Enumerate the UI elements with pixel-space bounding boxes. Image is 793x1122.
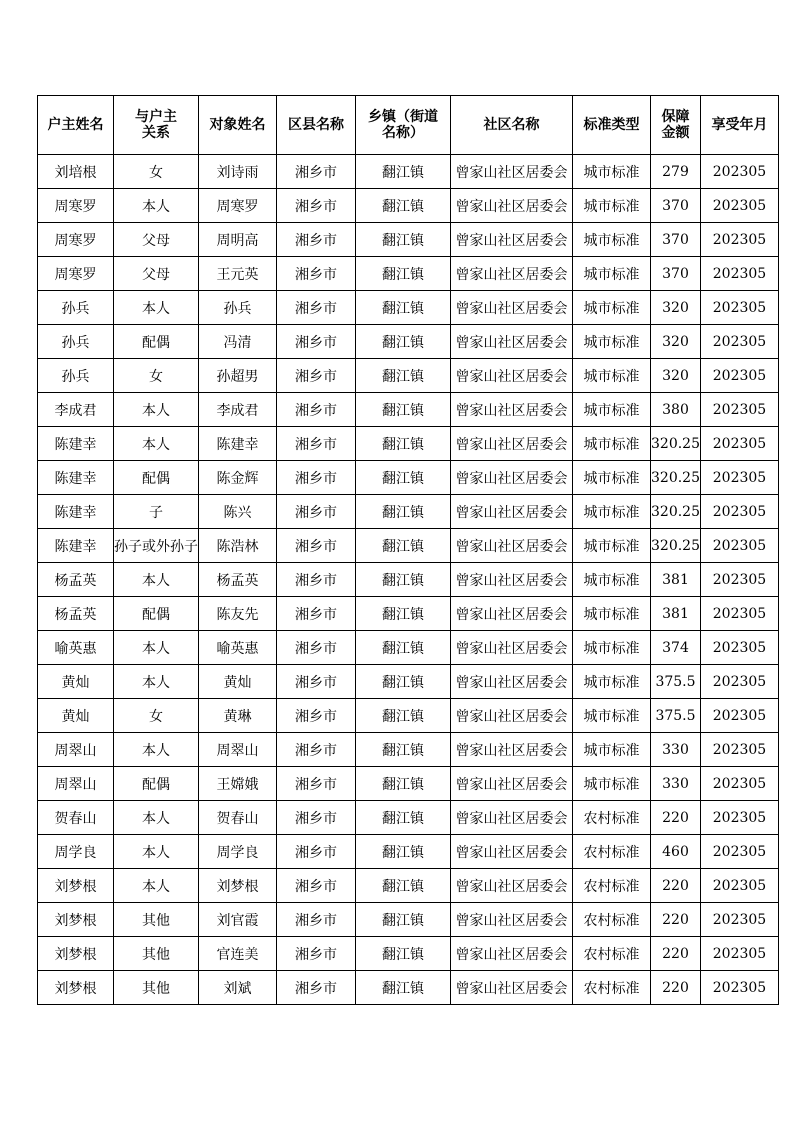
cell-county: 湘乡市: [277, 325, 356, 359]
cell-standard-type: 农村标准: [573, 903, 651, 937]
cell-relation: 本人: [114, 835, 199, 869]
cell-household-head-name: 周寒罗: [38, 257, 114, 291]
table-row: [38, 699, 779, 733]
cell-household-head-name: 周翠山: [38, 767, 114, 801]
cell-recipient-name: 周寒罗: [199, 189, 277, 223]
cell-community: 曾家山社区居委会: [451, 359, 573, 393]
cell-community: 曾家山社区居委会: [451, 767, 573, 801]
cell-recipient-name: 陈建幸: [199, 427, 277, 461]
cell-household-head-name: 周寒罗: [38, 223, 114, 257]
table-row: [38, 359, 779, 393]
header-recipient-name: [199, 96, 277, 155]
cell-recipient-name: 陈友先: [199, 597, 277, 631]
cell-household-head-name: 刘梦根: [38, 869, 114, 903]
cell-relation: 女: [114, 359, 199, 393]
table-row: [38, 835, 779, 869]
cell-community: 曾家山社区居委会: [451, 801, 573, 835]
cell-household-head-name: 孙兵: [38, 291, 114, 325]
cell-community: 曾家山社区居委会: [451, 291, 573, 325]
cell-community: 曾家山社区居委会: [451, 733, 573, 767]
header-line: 标准类型: [583, 117, 640, 133]
header-community: [451, 96, 573, 155]
cell-township: 翻江镇: [356, 291, 451, 325]
cell-community: 曾家山社区居委会: [451, 665, 573, 699]
cell-benefit-month: 202305: [701, 903, 779, 937]
cell-relation: 本人: [114, 393, 199, 427]
cell-recipient-name: 刘梦根: [199, 869, 277, 903]
cell-amount: 320: [651, 359, 701, 393]
cell-standard-type: 城市标准: [573, 359, 651, 393]
table-row: [38, 223, 779, 257]
cell-relation: 本人: [114, 563, 199, 597]
cell-household-head-name: 刘梦根: [38, 903, 114, 937]
cell-township: 翻江镇: [356, 155, 451, 189]
cell-township: 翻江镇: [356, 495, 451, 529]
cell-community: 曾家山社区居委会: [451, 903, 573, 937]
cell-household-head-name: 陈建幸: [38, 461, 114, 495]
cell-relation: 本人: [114, 631, 199, 665]
cell-standard-type: 农村标准: [573, 971, 651, 1005]
header-line: 金额: [661, 125, 690, 141]
cell-recipient-name: 王元英: [199, 257, 277, 291]
cell-amount: 279: [651, 155, 701, 189]
cell-standard-type: 城市标准: [573, 155, 651, 189]
cell-amount: 220: [651, 903, 701, 937]
table-row: [38, 495, 779, 529]
cell-household-head-name: 刘梦根: [38, 937, 114, 971]
table-body: [38, 155, 779, 1005]
table-row: [38, 257, 779, 291]
cell-benefit-month: 202305: [701, 427, 779, 461]
cell-amount: 374: [651, 631, 701, 665]
table-row: [38, 903, 779, 937]
cell-benefit-month: 202305: [701, 767, 779, 801]
cell-county: 湘乡市: [277, 801, 356, 835]
cell-county: 湘乡市: [277, 665, 356, 699]
cell-amount: 220: [651, 937, 701, 971]
cell-relation: 其他: [114, 971, 199, 1005]
cell-county: 湘乡市: [277, 155, 356, 189]
cell-benefit-month: 202305: [701, 631, 779, 665]
table-row: [38, 869, 779, 903]
cell-standard-type: 城市标准: [573, 291, 651, 325]
table-row: [38, 767, 779, 801]
cell-recipient-name: 杨孟英: [199, 563, 277, 597]
cell-township: 翻江镇: [356, 665, 451, 699]
cell-amount: 220: [651, 971, 701, 1005]
cell-county: 湘乡市: [277, 903, 356, 937]
cell-amount: 320.25: [651, 461, 701, 495]
cell-household-head-name: 周寒罗: [38, 189, 114, 223]
cell-relation: 本人: [114, 801, 199, 835]
cell-benefit-month: 202305: [701, 189, 779, 223]
cell-household-head-name: 黄灿: [38, 665, 114, 699]
cell-county: 湘乡市: [277, 223, 356, 257]
cell-relation: 女: [114, 699, 199, 733]
cell-community: 曾家山社区居委会: [451, 835, 573, 869]
cell-community: 曾家山社区居委会: [451, 869, 573, 903]
header-line: 享受年月: [711, 117, 768, 133]
table-row: [38, 597, 779, 631]
cell-benefit-month: 202305: [701, 801, 779, 835]
cell-township: 翻江镇: [356, 971, 451, 1005]
table-row: [38, 563, 779, 597]
cell-standard-type: 城市标准: [573, 189, 651, 223]
cell-county: 湘乡市: [277, 699, 356, 733]
cell-household-head-name: 杨孟英: [38, 563, 114, 597]
cell-household-head-name: 刘梦根: [38, 971, 114, 1005]
cell-standard-type: 农村标准: [573, 869, 651, 903]
cell-community: 曾家山社区居委会: [451, 631, 573, 665]
cell-benefit-month: 202305: [701, 563, 779, 597]
cell-amount: 370: [651, 257, 701, 291]
header-township: [356, 96, 451, 155]
cell-recipient-name: 陈金辉: [199, 461, 277, 495]
cell-household-head-name: 周学良: [38, 835, 114, 869]
cell-community: 曾家山社区居委会: [451, 427, 573, 461]
cell-standard-type: 农村标准: [573, 937, 651, 971]
cell-relation: 本人: [114, 189, 199, 223]
cell-recipient-name: 贺春山: [199, 801, 277, 835]
table-header: [38, 96, 779, 155]
cell-standard-type: 城市标准: [573, 427, 651, 461]
cell-standard-type: 城市标准: [573, 529, 651, 563]
table-row: [38, 427, 779, 461]
cell-benefit-month: 202305: [701, 699, 779, 733]
cell-county: 湘乡市: [277, 869, 356, 903]
cell-benefit-month: 202305: [701, 291, 779, 325]
cell-township: 翻江镇: [356, 903, 451, 937]
cell-county: 湘乡市: [277, 971, 356, 1005]
cell-county: 湘乡市: [277, 257, 356, 291]
cell-amount: 370: [651, 189, 701, 223]
header-benefit-month: [701, 96, 779, 155]
cell-county: 湘乡市: [277, 563, 356, 597]
cell-township: 翻江镇: [356, 733, 451, 767]
cell-county: 湘乡市: [277, 359, 356, 393]
header-line: 区县名称: [288, 117, 344, 133]
cell-relation: 配偶: [114, 461, 199, 495]
cell-amount: 375.5: [651, 665, 701, 699]
cell-standard-type: 农村标准: [573, 835, 651, 869]
cell-county: 湘乡市: [277, 767, 356, 801]
cell-relation: 本人: [114, 733, 199, 767]
cell-township: 翻江镇: [356, 767, 451, 801]
cell-benefit-month: 202305: [701, 665, 779, 699]
cell-county: 湘乡市: [277, 189, 356, 223]
cell-county: 湘乡市: [277, 733, 356, 767]
cell-recipient-name: 陈兴: [199, 495, 277, 529]
cell-amount: 375.5: [651, 699, 701, 733]
cell-amount: 320.25: [651, 529, 701, 563]
cell-standard-type: 城市标准: [573, 597, 651, 631]
cell-household-head-name: 陈建幸: [38, 427, 114, 461]
cell-recipient-name: 刘官霞: [199, 903, 277, 937]
table-row: [38, 325, 779, 359]
header-row: [38, 96, 779, 155]
table-row: [38, 155, 779, 189]
table-row: [38, 937, 779, 971]
cell-relation: 其他: [114, 937, 199, 971]
cell-recipient-name: 刘诗雨: [199, 155, 277, 189]
header-line: 对象姓名: [209, 117, 266, 133]
cell-amount: 330: [651, 767, 701, 801]
assistance-table: [37, 95, 779, 1005]
table-row: [38, 801, 779, 835]
cell-relation: 父母: [114, 257, 199, 291]
cell-recipient-name: 黄琳: [199, 699, 277, 733]
cell-county: 湘乡市: [277, 461, 356, 495]
header-line: 社区名称: [483, 117, 540, 133]
table-row: [38, 971, 779, 1005]
header-amount: [651, 96, 701, 155]
cell-relation: 配偶: [114, 767, 199, 801]
cell-benefit-month: 202305: [701, 835, 779, 869]
cell-benefit-month: 202305: [701, 325, 779, 359]
cell-community: 曾家山社区居委会: [451, 223, 573, 257]
cell-relation: 本人: [114, 869, 199, 903]
cell-township: 翻江镇: [356, 257, 451, 291]
cell-community: 曾家山社区居委会: [451, 155, 573, 189]
cell-county: 湘乡市: [277, 529, 356, 563]
cell-township: 翻江镇: [356, 937, 451, 971]
cell-benefit-month: 202305: [701, 359, 779, 393]
cell-amount: 330: [651, 733, 701, 767]
cell-recipient-name: 孙兵: [199, 291, 277, 325]
cell-amount: 220: [651, 869, 701, 903]
header-line: 关系: [142, 125, 170, 141]
cell-relation: 女: [114, 155, 199, 189]
cell-benefit-month: 202305: [701, 529, 779, 563]
cell-community: 曾家山社区居委会: [451, 189, 573, 223]
header-line: 户主姓名: [47, 117, 104, 133]
table-row: [38, 461, 779, 495]
cell-community: 曾家山社区居委会: [451, 461, 573, 495]
cell-township: 翻江镇: [356, 325, 451, 359]
cell-relation: 本人: [114, 665, 199, 699]
cell-benefit-month: 202305: [701, 223, 779, 257]
cell-relation: 本人: [114, 427, 199, 461]
cell-household-head-name: 李成君: [38, 393, 114, 427]
table-row: [38, 665, 779, 699]
cell-relation: 本人: [114, 291, 199, 325]
cell-household-head-name: 陈建幸: [38, 529, 114, 563]
header-standard-type: [573, 96, 651, 155]
header-line: 乡镇（街道: [368, 109, 438, 125]
cell-community: 曾家山社区居委会: [451, 699, 573, 733]
cell-recipient-name: 孙超男: [199, 359, 277, 393]
cell-county: 湘乡市: [277, 495, 356, 529]
cell-standard-type: 城市标准: [573, 699, 651, 733]
table-row: [38, 529, 779, 563]
cell-recipient-name: 黄灿: [199, 665, 277, 699]
cell-community: 曾家山社区居委会: [451, 393, 573, 427]
header-household-head-name: [38, 96, 114, 155]
cell-standard-type: 城市标准: [573, 325, 651, 359]
table-row: [38, 393, 779, 427]
cell-county: 湘乡市: [277, 291, 356, 325]
cell-amount: 320.25: [651, 427, 701, 461]
cell-relation: 其他: [114, 903, 199, 937]
cell-household-head-name: 孙兵: [38, 325, 114, 359]
cell-township: 翻江镇: [356, 461, 451, 495]
cell-township: 翻江镇: [356, 529, 451, 563]
cell-benefit-month: 202305: [701, 257, 779, 291]
cell-standard-type: 城市标准: [573, 665, 651, 699]
cell-recipient-name: 周明高: [199, 223, 277, 257]
cell-amount: 380: [651, 393, 701, 427]
cell-standard-type: 城市标准: [573, 223, 651, 257]
cell-relation: 父母: [114, 223, 199, 257]
cell-township: 翻江镇: [356, 631, 451, 665]
cell-benefit-month: 202305: [701, 461, 779, 495]
cell-benefit-month: 202305: [701, 597, 779, 631]
cell-benefit-month: 202305: [701, 733, 779, 767]
cell-county: 湘乡市: [277, 631, 356, 665]
cell-recipient-name: 冯清: [199, 325, 277, 359]
cell-benefit-month: 202305: [701, 869, 779, 903]
cell-benefit-month: 202305: [701, 971, 779, 1005]
cell-township: 翻江镇: [356, 869, 451, 903]
header-county: [277, 96, 356, 155]
cell-county: 湘乡市: [277, 835, 356, 869]
cell-amount: 381: [651, 597, 701, 631]
header-line: 保障: [661, 109, 690, 125]
cell-household-head-name: 杨孟英: [38, 597, 114, 631]
cell-recipient-name: 李成君: [199, 393, 277, 427]
cell-benefit-month: 202305: [701, 393, 779, 427]
cell-amount: 320: [651, 291, 701, 325]
cell-county: 湘乡市: [277, 393, 356, 427]
cell-amount: 460: [651, 835, 701, 869]
cell-recipient-name: 喻英惠: [199, 631, 277, 665]
cell-amount: 220: [651, 801, 701, 835]
cell-household-head-name: 黄灿: [38, 699, 114, 733]
cell-community: 曾家山社区居委会: [451, 971, 573, 1005]
cell-benefit-month: 202305: [701, 937, 779, 971]
cell-standard-type: 城市标准: [573, 733, 651, 767]
cell-standard-type: 城市标准: [573, 461, 651, 495]
cell-standard-type: 农村标准: [573, 801, 651, 835]
cell-township: 翻江镇: [356, 835, 451, 869]
cell-township: 翻江镇: [356, 597, 451, 631]
table-row: [38, 631, 779, 665]
cell-household-head-name: 陈建幸: [38, 495, 114, 529]
cell-standard-type: 城市标准: [573, 393, 651, 427]
cell-township: 翻江镇: [356, 801, 451, 835]
cell-township: 翻江镇: [356, 223, 451, 257]
cell-standard-type: 城市标准: [573, 495, 651, 529]
cell-community: 曾家山社区居委会: [451, 563, 573, 597]
cell-relation: 孙子或外孙子: [114, 529, 199, 563]
cell-standard-type: 城市标准: [573, 563, 651, 597]
header-line: 名称）: [382, 125, 424, 141]
cell-township: 翻江镇: [356, 189, 451, 223]
cell-standard-type: 城市标准: [573, 631, 651, 665]
cell-community: 曾家山社区居委会: [451, 597, 573, 631]
cell-community: 曾家山社区居委会: [451, 495, 573, 529]
cell-recipient-name: 刘斌: [199, 971, 277, 1005]
cell-county: 湘乡市: [277, 937, 356, 971]
cell-amount: 320: [651, 325, 701, 359]
cell-household-head-name: 喻英惠: [38, 631, 114, 665]
cell-benefit-month: 202305: [701, 155, 779, 189]
header-line: 与户主: [135, 109, 177, 125]
cell-township: 翻江镇: [356, 563, 451, 597]
cell-relation: 配偶: [114, 325, 199, 359]
cell-amount: 320.25: [651, 495, 701, 529]
cell-township: 翻江镇: [356, 359, 451, 393]
cell-community: 曾家山社区居委会: [451, 257, 573, 291]
cell-community: 曾家山社区居委会: [451, 937, 573, 971]
table-row: [38, 291, 779, 325]
cell-county: 湘乡市: [277, 427, 356, 461]
cell-township: 翻江镇: [356, 699, 451, 733]
cell-standard-type: 城市标准: [573, 767, 651, 801]
cell-household-head-name: 孙兵: [38, 359, 114, 393]
table-row: [38, 189, 779, 223]
cell-household-head-name: 贺春山: [38, 801, 114, 835]
cell-amount: 370: [651, 223, 701, 257]
cell-standard-type: 城市标准: [573, 257, 651, 291]
table-row: [38, 733, 779, 767]
header-relation: [114, 96, 199, 155]
cell-recipient-name: 王嫦娥: [199, 767, 277, 801]
cell-recipient-name: 周学良: [199, 835, 277, 869]
cell-community: 曾家山社区居委会: [451, 529, 573, 563]
cell-relation: 配偶: [114, 597, 199, 631]
cell-recipient-name: 官连美: [199, 937, 277, 971]
cell-recipient-name: 陈浩林: [199, 529, 277, 563]
cell-relation: 子: [114, 495, 199, 529]
cell-recipient-name: 周翠山: [199, 733, 277, 767]
cell-community: 曾家山社区居委会: [451, 325, 573, 359]
cell-benefit-month: 202305: [701, 495, 779, 529]
cell-township: 翻江镇: [356, 427, 451, 461]
cell-household-head-name: 周翠山: [38, 733, 114, 767]
cell-amount: 381: [651, 563, 701, 597]
cell-township: 翻江镇: [356, 393, 451, 427]
cell-county: 湘乡市: [277, 597, 356, 631]
cell-household-head-name: 刘培根: [38, 155, 114, 189]
